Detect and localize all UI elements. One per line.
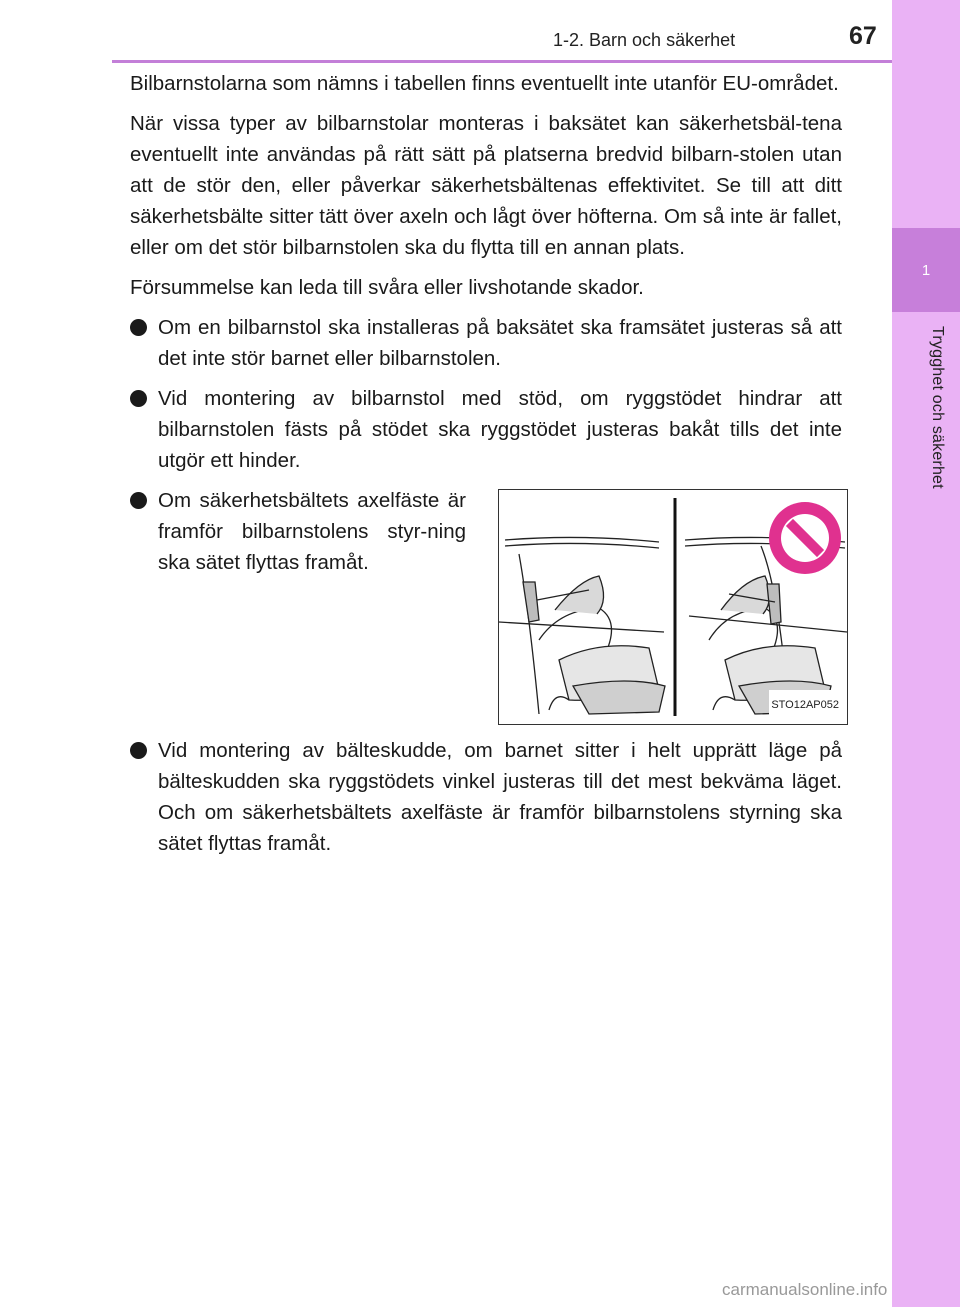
bullet-dot-icon bbox=[130, 390, 147, 407]
chapter-number: 1 bbox=[921, 261, 931, 279]
chapter-side-tab bbox=[892, 0, 960, 1307]
list-item bbox=[130, 383, 842, 476]
instruction-list bbox=[130, 312, 842, 476]
bullet-dot-icon bbox=[130, 492, 147, 509]
list-item-text: Om en bilbarnstol ska installeras på baksätet ska framsätet justeras så att det inte stör barnet eller bilbarnstolen. bbox=[158, 316, 842, 370]
page-header bbox=[0, 0, 892, 60]
paragraph-warning: Försummelse kan leda till svåra eller livshotande skador. bbox=[130, 276, 644, 299]
instruction-list-continued bbox=[130, 735, 842, 859]
paragraph-seatbelt-interference: När vissa typer av bilbarnstolar monteras i baksätet kan säkerhetsbäl-tena eventuellt inte användas på rätt sätt på platserna bredvid bilbarn-stolen utan att de stör den, eller påverkar säkerhetsbältenas effektivitet. Se till att ditt säkerhetsbälte sitter tätt över axeln och lågt över höfterna. Om så inte är fallet, eller om det stör bilbarnstolen ska du flytta till en annan plats. bbox=[130, 112, 842, 259]
correct-installation-panel bbox=[499, 537, 665, 714]
page-content bbox=[130, 68, 842, 868]
page-number: 67 bbox=[849, 22, 877, 50]
list-item bbox=[130, 735, 842, 859]
seat-illustration bbox=[498, 489, 848, 725]
seat-illustration-drawing bbox=[499, 490, 847, 724]
chapter-number-block bbox=[892, 228, 960, 312]
prohibition-icon bbox=[769, 502, 841, 574]
chapter-label: Trygghet och säkerhet bbox=[929, 326, 946, 489]
list-item-text: Om säkerhetsbältets axelfäste är framför bilbarnstolens styr-ning ska sätet flyttas framåt. bbox=[158, 489, 466, 574]
header-divider bbox=[112, 60, 892, 63]
list-item-text: Vid montering av bilbarnstol med stöd, om ryggstödet hindrar att bilbarnstolen fästs på stödet ska ryggstödet justeras bakåt tills det inte utgör ett hinder. bbox=[158, 387, 842, 472]
bullet-dot-icon bbox=[130, 742, 147, 759]
watermark: carmanualsonline.info bbox=[722, 1280, 888, 1299]
list-item-text: Vid montering av bälteskudde, om barnet sitter i helt upprätt läge på bälteskudden ska ryggstödets vinkel justeras till det mest bekväma läget. Och om säkerhetsbältets axelfäste är framför bilbarnstolens styrning ska sätet flyttas framåt. bbox=[158, 739, 842, 855]
paragraph-eu-note: Bilbarnstolarna som nämns i tabellen finns eventuellt inte utanför EU-området. bbox=[130, 72, 839, 95]
bullet-dot-icon bbox=[130, 319, 147, 336]
figure-row bbox=[130, 485, 842, 725]
figure-caption: STO12AP052 bbox=[769, 690, 841, 721]
section-title: 1-2. Barn och säkerhet bbox=[553, 30, 736, 50]
list-item bbox=[130, 485, 466, 578]
list-item bbox=[130, 312, 842, 374]
